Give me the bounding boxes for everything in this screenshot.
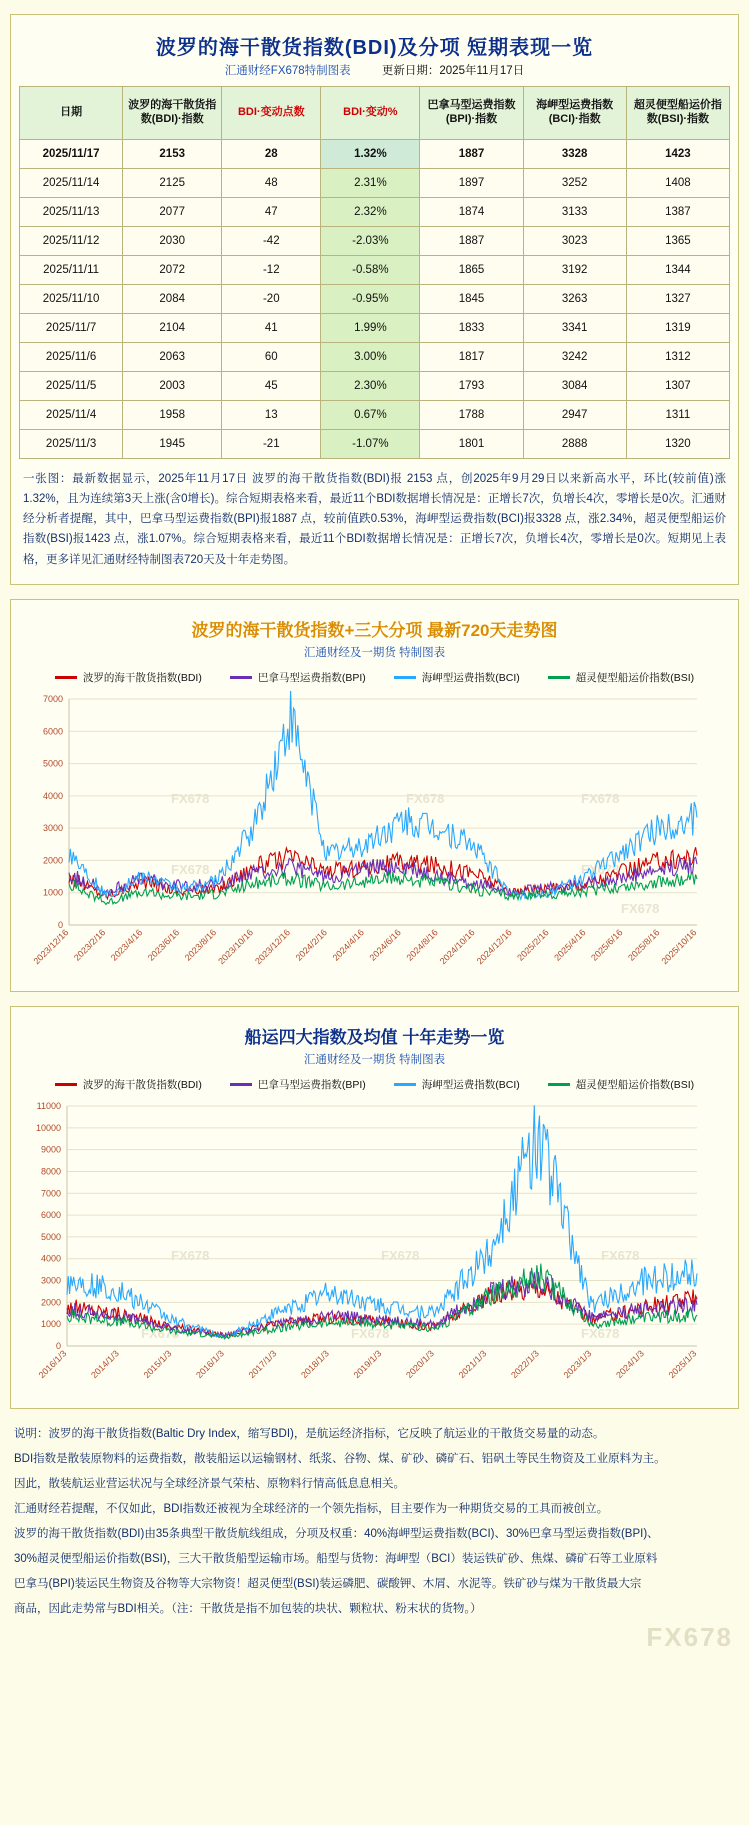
table-row bbox=[20, 256, 730, 285]
chart-720d-title: 波罗的海干散货指数+三大分项 最新720天走势图 bbox=[191, 620, 558, 640]
svg-text:11000: 11000 bbox=[36, 1100, 61, 1111]
svg-text:2018/1/3: 2018/1/3 bbox=[299, 1347, 331, 1380]
cell-pct: 1.99% bbox=[321, 314, 420, 343]
legend-item-bsi bbox=[548, 1077, 694, 1092]
table-header-row bbox=[20, 87, 730, 140]
svg-text:2024/2/16: 2024/2/16 bbox=[293, 926, 330, 963]
svg-text:2021/1/3: 2021/1/3 bbox=[456, 1347, 489, 1380]
table-head bbox=[20, 87, 730, 140]
svg-text:FX678: FX678 bbox=[171, 790, 210, 806]
footer-description bbox=[0, 1409, 749, 1651]
chart-720d-svg bbox=[21, 691, 711, 981]
cell-chg: 48 bbox=[222, 169, 321, 198]
svg-text:6000: 6000 bbox=[40, 1209, 61, 1220]
svg-text:2000: 2000 bbox=[40, 1296, 61, 1307]
legend-label-bci: 海岬型运费指数(BCI) bbox=[421, 1078, 520, 1091]
svg-text:2017/1/3: 2017/1/3 bbox=[246, 1347, 279, 1380]
cell-chg: 45 bbox=[222, 372, 321, 401]
svg-text:2024/12/16: 2024/12/16 bbox=[474, 926, 514, 966]
svg-text:FX678: FX678 bbox=[581, 1325, 620, 1341]
svg-text:2023/12/16: 2023/12/16 bbox=[253, 926, 293, 966]
chart-720d-panel bbox=[10, 599, 739, 992]
table-source: 汇通财经FX678特制图表 bbox=[224, 65, 351, 77]
cell-chg: 47 bbox=[222, 198, 321, 227]
legend-item-bci bbox=[394, 1077, 520, 1092]
cell-date: 2025/11/6 bbox=[20, 343, 123, 372]
svg-text:2024/1/3: 2024/1/3 bbox=[614, 1347, 646, 1380]
cell-bci: 3242 bbox=[523, 343, 626, 372]
svg-text:FX678: FX678 bbox=[351, 1325, 390, 1341]
svg-text:2024/10/16: 2024/10/16 bbox=[437, 926, 477, 966]
svg-text:8000: 8000 bbox=[40, 1166, 61, 1177]
table-row bbox=[20, 140, 730, 169]
table-body bbox=[20, 140, 730, 459]
cell-pct: 0.67% bbox=[321, 401, 420, 430]
cell-bsi: 1423 bbox=[626, 140, 729, 169]
legend-swatch-bdi bbox=[55, 1083, 77, 1086]
svg-text:2025/10/16: 2025/10/16 bbox=[659, 926, 699, 966]
svg-text:2014/1/3: 2014/1/3 bbox=[89, 1347, 121, 1380]
cell-bdi: 2153 bbox=[123, 140, 222, 169]
cell-bpi: 1793 bbox=[420, 372, 523, 401]
cell-bsi: 1320 bbox=[626, 430, 729, 459]
cell-date: 2025/11/7 bbox=[20, 314, 123, 343]
table-row bbox=[20, 372, 730, 401]
footer-line: 汇通财经若提醒，不仅如此，BDI指数还被视为全球经济的一个领先指标，目主要作为一种期货交易的工具而被创立。 bbox=[14, 1502, 609, 1515]
legend-item-bci bbox=[394, 670, 520, 685]
chart-10y-svg bbox=[21, 1098, 711, 1398]
th-bci: 海岬型运费指数(BCI)·指数 bbox=[523, 87, 626, 140]
legend-item-bdi bbox=[55, 670, 202, 685]
svg-text:9000: 9000 bbox=[40, 1144, 61, 1155]
footer-line: 波罗的海干散货指数(BDI)由35条典型干散货航线组成，分项及权重：40%海岬型运费指数(BCI)、30%巴拿马型运费指数(BPI)、 bbox=[14, 1527, 659, 1540]
cell-bci: 3252 bbox=[523, 169, 626, 198]
footer-line: 说明：波罗的海干散货指数(Baltic Dry Index，缩写BDI)，是航运经济指标，它反映了航运业的干散货交易量的动态。 bbox=[14, 1427, 605, 1440]
svg-text:4000: 4000 bbox=[42, 790, 63, 801]
svg-text:3000: 3000 bbox=[42, 822, 63, 833]
cell-pct: 2.32% bbox=[321, 198, 420, 227]
table-row bbox=[20, 343, 730, 372]
table-row bbox=[20, 285, 730, 314]
svg-text:2023/2/16: 2023/2/16 bbox=[71, 926, 108, 963]
legend-swatch-bci bbox=[394, 1083, 416, 1086]
footer-line: 因此，散装航运业营运状况与全球经济景气荣枯、原物料行情高低息息相关。 bbox=[14, 1477, 405, 1490]
cell-bci: 3328 bbox=[523, 140, 626, 169]
svg-text:FX678: FX678 bbox=[171, 861, 210, 877]
legend-label-bpi: 巴拿马型运费指数(BPI) bbox=[257, 671, 366, 684]
cell-bdi: 2104 bbox=[123, 314, 222, 343]
cell-date: 2025/11/12 bbox=[20, 227, 123, 256]
chart-10y-subtitle: 汇通财经及一期货 特制图表 bbox=[303, 1053, 446, 1066]
svg-text:2020/1/3: 2020/1/3 bbox=[404, 1347, 436, 1380]
cell-bci: 3341 bbox=[523, 314, 626, 343]
footer-line: 30%超灵便型船运价指数(BSI)，三大干散货船型运输市场。船型与货物：海岬型（BCI）装运铁矿砂、焦煤、磷矿石等工业原料 bbox=[14, 1552, 658, 1565]
cell-chg: -20 bbox=[222, 285, 321, 314]
svg-text:0: 0 bbox=[57, 919, 63, 930]
cell-date: 2025/11/11 bbox=[20, 256, 123, 285]
svg-text:4000: 4000 bbox=[40, 1253, 61, 1264]
cell-bdi: 2125 bbox=[123, 169, 222, 198]
cell-chg: 41 bbox=[222, 314, 321, 343]
legend-label-bci: 海岬型运费指数(BCI) bbox=[421, 671, 520, 684]
th-bdi-change-pct: BDI·变动% bbox=[321, 87, 420, 140]
cell-bsi: 1311 bbox=[626, 401, 729, 430]
cell-bsi: 1327 bbox=[626, 285, 729, 314]
chart-10y-panel bbox=[10, 1006, 739, 1409]
svg-text:2023/10/16: 2023/10/16 bbox=[216, 926, 256, 966]
legend-label-bpi: 巴拿马型运费指数(BPI) bbox=[257, 1078, 366, 1091]
cell-bdi: 2084 bbox=[123, 285, 222, 314]
table-subtitle bbox=[19, 62, 730, 86]
svg-text:2016/1/3: 2016/1/3 bbox=[36, 1347, 69, 1380]
svg-text:2023/12/16: 2023/12/16 bbox=[31, 926, 71, 966]
cell-bsi: 1319 bbox=[626, 314, 729, 343]
th-bdi-change: BDI·变动点数 bbox=[222, 87, 321, 140]
bdi-data-table bbox=[19, 86, 730, 459]
svg-text:2025/6/16: 2025/6/16 bbox=[589, 926, 625, 963]
th-bsi: 超灵便型船运价指数(BSI)·指数 bbox=[626, 87, 729, 140]
cell-chg: 60 bbox=[222, 343, 321, 372]
svg-text:FX678: FX678 bbox=[171, 1247, 210, 1263]
svg-text:2023/1/3: 2023/1/3 bbox=[561, 1347, 594, 1380]
table-row bbox=[20, 401, 730, 430]
svg-text:10000: 10000 bbox=[35, 1122, 61, 1133]
cell-pct: -1.07% bbox=[321, 430, 420, 459]
cell-pct: 3.00% bbox=[321, 343, 420, 372]
cell-bci: 3023 bbox=[523, 227, 626, 256]
cell-chg: -21 bbox=[222, 430, 321, 459]
svg-text:2016/1/3: 2016/1/3 bbox=[194, 1347, 226, 1380]
cell-bsi: 1387 bbox=[626, 198, 729, 227]
cell-bdi: 2072 bbox=[123, 256, 222, 285]
cell-bsi: 1307 bbox=[626, 372, 729, 401]
legend-label-bsi: 超灵便型船运价指数(BSI) bbox=[575, 1078, 695, 1091]
legend-swatch-bsi bbox=[548, 1083, 570, 1086]
cell-date: 2025/11/17 bbox=[20, 140, 123, 169]
cell-pct: 1.32% bbox=[321, 140, 420, 169]
legend-swatch-bsi bbox=[548, 676, 570, 679]
legend-label-bdi: 波罗的海干散货指数(BDI) bbox=[82, 671, 202, 684]
svg-text:0: 0 bbox=[55, 1340, 61, 1351]
cell-bci: 3192 bbox=[523, 256, 626, 285]
cell-bdi: 1945 bbox=[123, 430, 222, 459]
cell-bsi: 1344 bbox=[626, 256, 729, 285]
cell-chg: 13 bbox=[222, 401, 321, 430]
table-update-date: 更新日期：2025年11月17日 bbox=[381, 65, 525, 77]
bdi-table-panel bbox=[10, 14, 739, 585]
svg-text:2025/1/3: 2025/1/3 bbox=[666, 1347, 699, 1380]
page-root bbox=[0, 14, 749, 1661]
legend-swatch-bpi bbox=[230, 1083, 252, 1086]
chart-720d-subtitle: 汇通财经及一期货 特制图表 bbox=[303, 646, 446, 659]
th-bdi: 波罗的海干散货指数(BDI)·指数 bbox=[123, 87, 222, 140]
cell-pct: 2.30% bbox=[321, 372, 420, 401]
cell-date: 2025/11/5 bbox=[20, 372, 123, 401]
cell-bpi: 1897 bbox=[420, 169, 523, 198]
svg-text:2023/6/16: 2023/6/16 bbox=[145, 926, 182, 963]
svg-text:FX678: FX678 bbox=[621, 900, 660, 916]
svg-text:2015/1/3: 2015/1/3 bbox=[141, 1347, 174, 1380]
svg-text:2025/8/16: 2025/8/16 bbox=[626, 926, 662, 963]
legend-swatch-bpi bbox=[230, 676, 252, 679]
cell-bci: 2947 bbox=[523, 401, 626, 430]
cell-bpi: 1817 bbox=[420, 343, 523, 372]
svg-text:1000: 1000 bbox=[40, 1318, 61, 1329]
cell-chg: -12 bbox=[222, 256, 321, 285]
legend-item-bpi bbox=[230, 670, 366, 685]
table-row bbox=[20, 198, 730, 227]
cell-chg: -42 bbox=[222, 227, 321, 256]
svg-text:2024/6/16: 2024/6/16 bbox=[367, 926, 403, 963]
chart-720d-legend bbox=[21, 666, 728, 691]
chart-10y-title: 船运四大指数及均值 十年走势一览 bbox=[244, 1027, 505, 1047]
legend-item-bpi bbox=[230, 1077, 366, 1092]
svg-text:FX678: FX678 bbox=[581, 790, 620, 806]
table-row bbox=[20, 430, 730, 459]
table-title: 波罗的海干散货指数(BDI)及分项 短期表现一览 bbox=[155, 37, 594, 59]
svg-text:FX678: FX678 bbox=[581, 861, 620, 877]
legend-label-bdi: 波罗的海干散货指数(BDI) bbox=[82, 1078, 202, 1091]
footer-line: BDI指数是散装原物料的运费指数，散装船运以运输钢材、纸浆、谷物、煤、矿砂、磷矿石、铝矾土等民生物资及工业原料为主。 bbox=[14, 1452, 666, 1465]
cell-bci: 3133 bbox=[523, 198, 626, 227]
cell-bdi: 2003 bbox=[123, 372, 222, 401]
svg-text:FX678: FX678 bbox=[141, 1325, 180, 1341]
th-bpi: 巴拿马型运费指数(BPI)·指数 bbox=[420, 87, 523, 140]
svg-text:5000: 5000 bbox=[42, 758, 63, 769]
cell-bsi: 1408 bbox=[626, 169, 729, 198]
cell-bdi: 2063 bbox=[123, 343, 222, 372]
cell-bpi: 1865 bbox=[420, 256, 523, 285]
cell-bci: 3263 bbox=[523, 285, 626, 314]
cell-bpi: 1887 bbox=[420, 140, 523, 169]
cell-bpi: 1874 bbox=[420, 198, 523, 227]
svg-text:2000: 2000 bbox=[42, 855, 63, 866]
svg-text:FX678: FX678 bbox=[381, 861, 420, 877]
svg-text:5000: 5000 bbox=[40, 1231, 61, 1242]
cell-date: 2025/11/3 bbox=[20, 430, 123, 459]
cell-date: 2025/11/13 bbox=[20, 198, 123, 227]
cell-bpi: 1833 bbox=[420, 314, 523, 343]
svg-text:2024/8/16: 2024/8/16 bbox=[404, 926, 440, 963]
cell-bpi: 1801 bbox=[420, 430, 523, 459]
th-date: 日期 bbox=[20, 87, 123, 140]
page-watermark: FX678 bbox=[646, 1621, 733, 1652]
svg-text:7000: 7000 bbox=[40, 1187, 61, 1198]
analysis-note: 一张图：最新数据显示，2025年11月17日 波罗的海干散货指数(BDI)报 2153 点，创2025年9月29日以来新高水平，环比(较前值)涨1.32%，且为连续第3天上涨(含0增长)。综合短期表格来看，最近11个BDI数据增长情况是：正增长7次，负增长4次，零增长是0次。汇通财经分析者提醒，其中，巴拿马型运费指数(BPI)报1887 点，较前值跌0.53%，海岬型运费指数(BCI)报3328 点，涨2.34%，超灵便型船运价指数(BSI)报1423 点，涨1.07%。综合短期表格来看，最近11个BDI数据增长情况是：正增长7次，负增长4次，零增长是0次。短期见上表格，更多详见汇通财经特制图表720天及十年走势图。 bbox=[23, 473, 726, 566]
svg-text:6000: 6000 bbox=[42, 725, 63, 736]
cell-pct: -2.03% bbox=[321, 227, 420, 256]
cell-bpi: 1788 bbox=[420, 401, 523, 430]
svg-text:3000: 3000 bbox=[40, 1275, 61, 1286]
cell-bpi: 1887 bbox=[420, 227, 523, 256]
svg-text:FX678: FX678 bbox=[601, 1247, 640, 1263]
legend-label-bsi: 超灵便型船运价指数(BSI) bbox=[575, 671, 695, 684]
legend-item-bdi bbox=[55, 1077, 202, 1092]
footer-line: 商品，因此走势常与BDI相关。（注：干散货是指不加包装的块状、颗粒状、粉末状的货物。） bbox=[14, 1602, 482, 1615]
legend-swatch-bci bbox=[394, 676, 416, 679]
svg-text:2025/2/16: 2025/2/16 bbox=[515, 926, 551, 963]
cell-bsi: 1365 bbox=[626, 227, 729, 256]
svg-text:FX678: FX678 bbox=[381, 1247, 420, 1263]
svg-text:7000: 7000 bbox=[42, 693, 63, 704]
cell-bdi: 2030 bbox=[123, 227, 222, 256]
table-row bbox=[20, 227, 730, 256]
legend-swatch-bdi bbox=[55, 676, 77, 679]
cell-bdi: 1958 bbox=[123, 401, 222, 430]
svg-text:2024/4/16: 2024/4/16 bbox=[330, 926, 366, 963]
cell-date: 2025/11/14 bbox=[20, 169, 123, 198]
svg-text:2022/1/3: 2022/1/3 bbox=[509, 1347, 541, 1380]
cell-bpi: 1845 bbox=[420, 285, 523, 314]
cell-date: 2025/11/4 bbox=[20, 401, 123, 430]
svg-text:2023/4/16: 2023/4/16 bbox=[108, 926, 145, 963]
cell-bci: 3084 bbox=[523, 372, 626, 401]
chart-720d-plot bbox=[21, 691, 728, 981]
cell-date: 2025/11/10 bbox=[20, 285, 123, 314]
footer-line: 巴拿马(BPI)装运民生物资及谷物等大宗物资！超灵便型(BSI)装运磷肥、碳酸钾、木屑、水泥等。铁矿砂与煤为干散货最大宗 bbox=[14, 1577, 642, 1590]
cell-bdi: 2077 bbox=[123, 198, 222, 227]
cell-chg: 28 bbox=[222, 140, 321, 169]
table-row bbox=[20, 169, 730, 198]
chart-10y-legend bbox=[21, 1073, 728, 1098]
cell-pct: 2.31% bbox=[321, 169, 420, 198]
cell-bci: 2888 bbox=[523, 430, 626, 459]
svg-text:2025/4/16: 2025/4/16 bbox=[552, 926, 588, 963]
legend-item-bsi bbox=[548, 670, 694, 685]
cell-pct: -0.58% bbox=[321, 256, 420, 285]
cell-bsi: 1312 bbox=[626, 343, 729, 372]
svg-text:2019/1/3: 2019/1/3 bbox=[351, 1347, 384, 1380]
svg-text:1000: 1000 bbox=[42, 887, 63, 898]
chart-10y-plot bbox=[21, 1098, 728, 1398]
svg-text:FX678: FX678 bbox=[406, 790, 445, 806]
table-row bbox=[20, 314, 730, 343]
svg-text:2023/8/16: 2023/8/16 bbox=[182, 926, 219, 963]
cell-pct: -0.95% bbox=[321, 285, 420, 314]
